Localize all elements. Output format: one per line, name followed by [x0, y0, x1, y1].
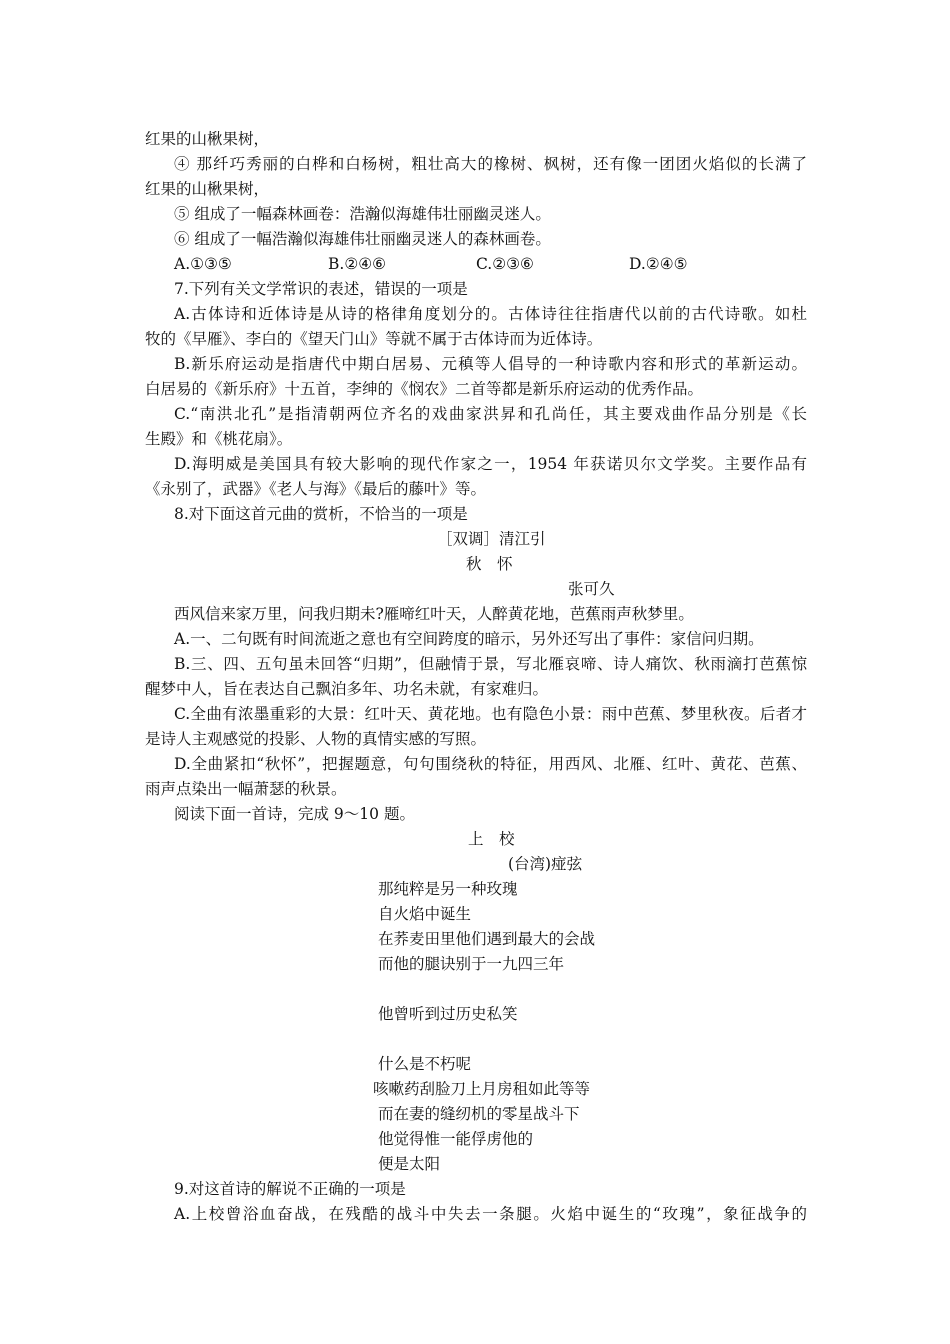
q8-option-a: A.一、二句既有时间流逝之意也有空间跨度的暗示，另外还写出了事件：家信问归期。 — [174, 630, 764, 648]
q7-option-c: C.“南洪北孔”是指清朝两位齐名的戏曲家洪昇和孔尚任，其主要戏曲作品分别是《长 — [174, 405, 807, 423]
text-line: 是诗人主观感觉的投影、人物的真情实感的写照。 — [145, 730, 487, 748]
poem-line: 那纯粹是另一种玫瑰 — [378, 880, 518, 898]
poem-author: 张可久 — [568, 580, 615, 598]
answer-choice-d: D.②④⑤ — [629, 255, 688, 273]
poem-line: 什么是不朽呢 — [378, 1055, 472, 1073]
poem-line: 而在妻的缝纫机的零星战斗下 — [378, 1105, 580, 1123]
poem-line: 在荞麦田里他们遇到最大的会战 — [378, 930, 596, 948]
option-6: ⑥ 组成了一幅浩瀚似海雄伟壮丽幽灵迷人的森林画卷。 — [174, 230, 551, 248]
text-line: 白居易的《新乐府》十五首，李绅的《悯农》二首等都是新乐府运动的优秀作品。 — [145, 380, 704, 398]
option-4: ④ 那纤巧秀丽的白桦和白杨树，粗壮高大的橡树、枫树，还有像一团团火焰似的长满了 — [174, 155, 807, 173]
text-line: 红果的山楸果树， — [145, 180, 270, 198]
text-line: 牧的《早雁》、李白的《望天门山》等就不属于古体诗而为近体诗。 — [145, 330, 603, 348]
poem-line: 他觉得惟一能俘虏他的 — [378, 1130, 534, 1148]
poem-line: 他曾听到过历史私笑 — [378, 1005, 518, 1023]
text-line: 雨声点染出一幅萧瑟的秋景。 — [145, 780, 347, 798]
answer-choice-b: B.②④⑥ — [328, 255, 387, 273]
q7-option-b: B.新乐府运动是指唐代中期白居易、元稹等人倡导的一种诗歌内容和形式的革新运动。 — [174, 355, 807, 373]
question-9: 9.对这首诗的解说不正确的一项是 — [174, 1180, 406, 1198]
poem-text: 西风信来家万里，问我归期未?雁啼红叶天，人醉黄花地，芭蕉雨声秋梦里。 — [174, 605, 694, 623]
q7-option-d: D.海明威是美国具有较大影响的现代作家之一，1954 年获诺贝尔文学奖。主要作品有 — [174, 455, 807, 473]
poem-line: 而他的腿诀别于一九四三年 — [378, 955, 565, 973]
answer-choice-c: C.②③⑥ — [476, 255, 534, 273]
poem-title: 上 校 — [468, 830, 515, 848]
q8-option-d: D.全曲紧扣“秋怀”，把握题意，句句围绕秋的特征，用西风、北雁、红叶、黄花、芭蕉、 — [174, 755, 807, 773]
text-line: 红果的山楸果树， — [145, 130, 270, 148]
question-7: 7.下列有关文学常识的表述，错误的一项是 — [174, 280, 468, 298]
poem-line: 自火焰中诞生 — [378, 905, 472, 923]
reading-instruction: 阅读下面一首诗，完成 9～10 题。 — [174, 805, 415, 823]
poem-author: (台湾)痖弦 — [508, 855, 583, 873]
answer-choice-a: A.①③⑤ — [174, 255, 232, 273]
q7-option-a: A.古体诗和近体诗是从诗的格律角度划分的。古体诗往往指唐代以前的古代诗歌。如杜 — [174, 305, 807, 323]
poem-title: 秋 怀 — [466, 555, 513, 573]
question-8: 8.对下面这首元曲的赏析，不恰当的一项是 — [174, 505, 468, 523]
poem-tune-title: ［双调］清江引 — [437, 530, 546, 548]
option-5: ⑤ 组成了一幅森林画卷：浩瀚似海雄伟壮丽幽灵迷人。 — [174, 205, 551, 223]
poem-line: 咳嗽药刮脸刀上月房租如此等等 — [373, 1080, 591, 1098]
text-line: 醒梦中人，旨在表达自己飘泊多年、功名未就，有家难归。 — [145, 680, 549, 698]
q8-option-c: C.全曲有浓墨重彩的大景：红叶天、黄花地。也有隐色小景：雨中芭蕉、梦里秋夜。后者才 — [174, 705, 807, 723]
text-line: 《永别了，武器》《老人与海》《最后的藤叶》等。 — [145, 480, 487, 498]
q9-option-a: A.上校曾浴血奋战，在残酷的战斗中失去一条腿。火焰中诞生的“玫瑰”，象征战争的 — [174, 1205, 807, 1223]
text-line: 生殿》和《桃花扇》。 — [145, 430, 293, 448]
poem-line: 便是太阳 — [378, 1155, 441, 1173]
q8-option-b: B.三、四、五句虽未回答“归期”，但融情于景，写北雁哀啼、诗人痛饮、秋雨滴打芭蕉惊 — [174, 655, 807, 673]
